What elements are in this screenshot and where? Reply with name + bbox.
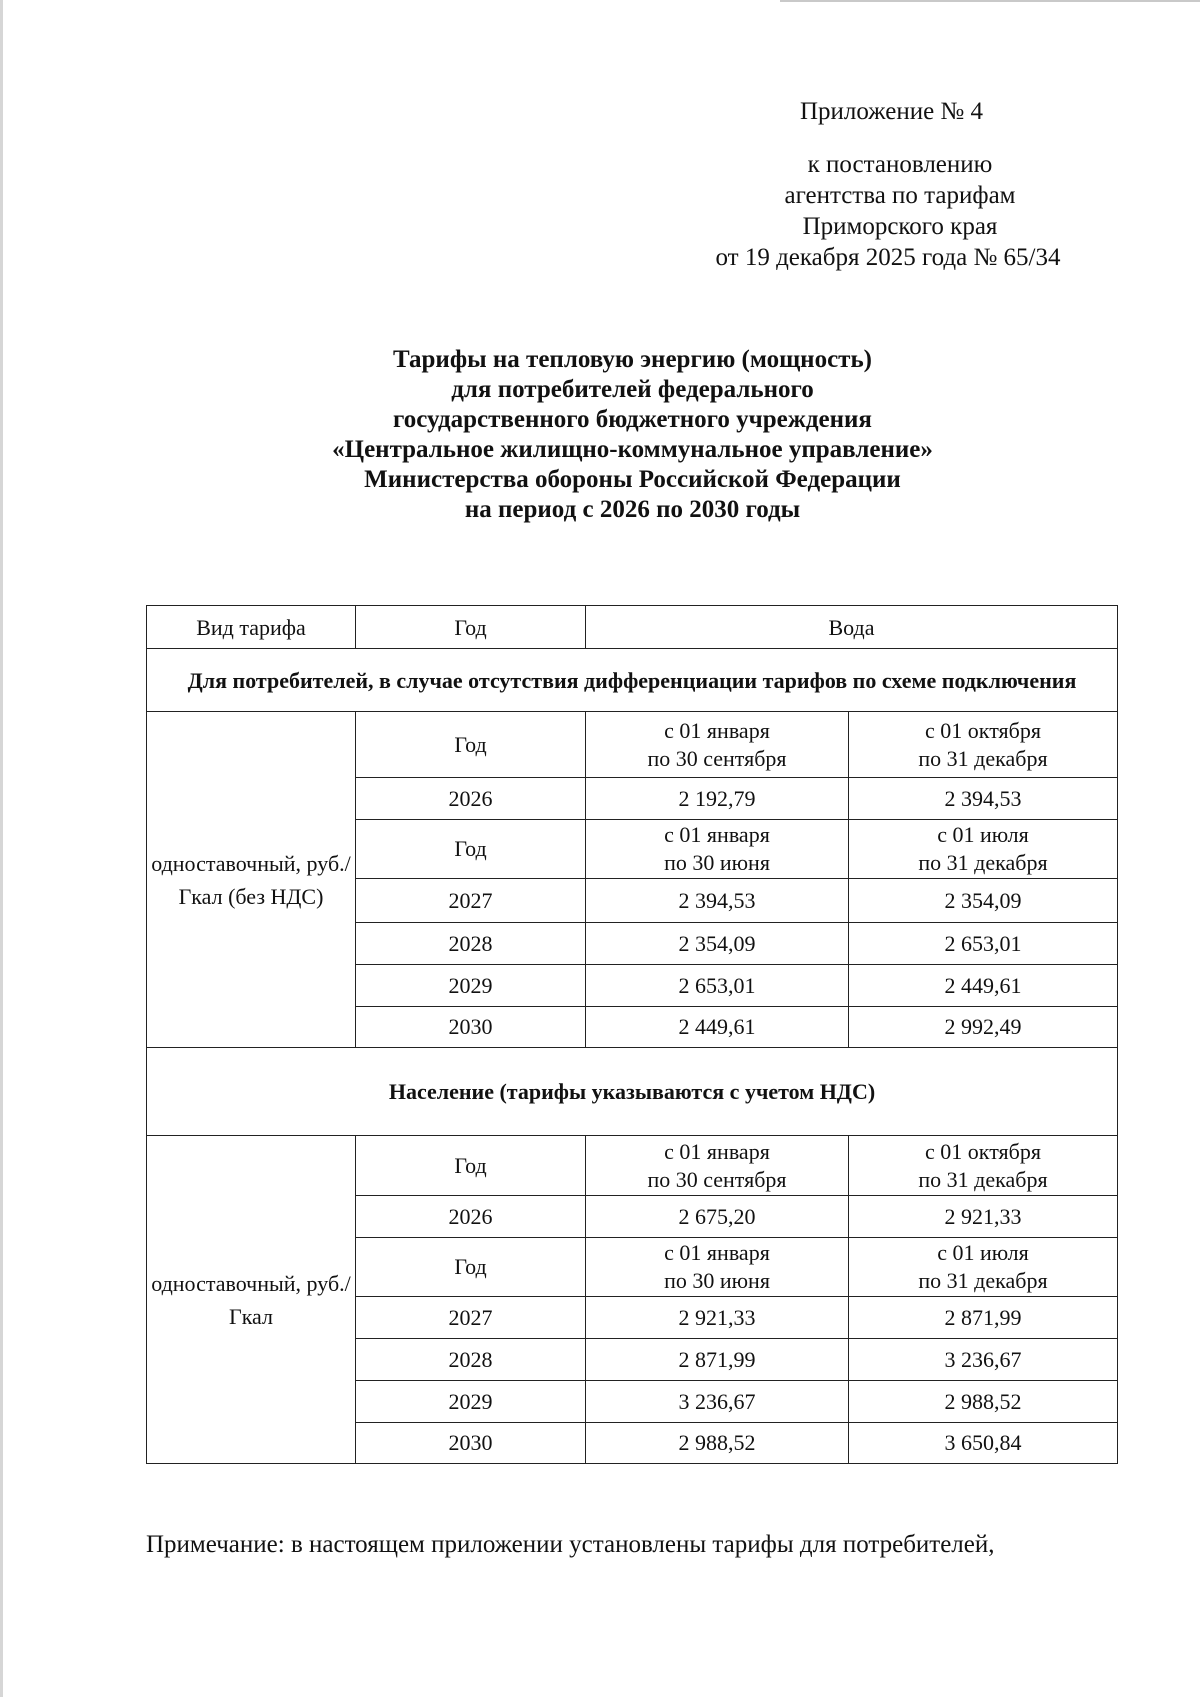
value-cell: с 01 января по 30 сентября: [586, 1136, 849, 1196]
year-cell: 2026: [356, 778, 586, 820]
value-cell: 2 449,61: [586, 1007, 849, 1048]
title-line: государственного бюджетного учреждения: [393, 406, 872, 433]
tariff-type-label: одноставочный, руб./Гкал (без НДС): [147, 712, 356, 1048]
header-water: Вода: [586, 606, 1118, 649]
tariff-type-label: одноставочный, руб./Гкал: [147, 1136, 356, 1464]
header-year: Год: [356, 606, 586, 649]
year-cell: 2030: [356, 1007, 586, 1048]
value-cell: 2 921,33: [849, 1196, 1118, 1238]
value-cell: 3 236,67: [849, 1339, 1118, 1381]
value-cell: с 01 января по 30 июня: [586, 1238, 849, 1297]
value-cell: с 01 января по 30 июня: [586, 820, 849, 879]
value-cell: 2 394,53: [586, 879, 849, 923]
table-header-row: [147, 606, 1118, 649]
value-cell: с 01 июля по 31 декабря: [849, 1238, 1118, 1297]
year-cell: 2027: [356, 1297, 586, 1339]
value-cell: 2 653,01: [849, 923, 1118, 965]
value-cell: с 01 октября по 31 декабря: [849, 712, 1118, 778]
value-cell: 2 354,09: [586, 923, 849, 965]
value-cell: с 01 января по 30 сентября: [586, 712, 849, 778]
document-title: [150, 345, 1115, 525]
value-cell: 2 992,49: [849, 1007, 1118, 1048]
table-row: [147, 712, 1118, 778]
section-title: Население (тарифы указываются с учетом НДС): [147, 1048, 1118, 1136]
value-cell: 2 871,99: [849, 1297, 1118, 1339]
tariff-table-body: [147, 606, 1118, 1464]
year-cell: 2029: [356, 965, 586, 1007]
value-cell: 3 650,84: [849, 1423, 1118, 1464]
appendix-line: Приморского края: [802, 213, 998, 240]
header-tariff-type: Вид тарифа: [147, 606, 356, 649]
year-cell: 2027: [356, 879, 586, 923]
value-cell: 2 394,53: [849, 778, 1118, 820]
appendix-line: от 19 декабря 2025 года № 65/34: [715, 244, 1061, 271]
appendix-line: к постановлению: [807, 151, 993, 178]
title-line: Министерства обороны Российской Федерации: [364, 466, 901, 493]
year-cell: Год: [356, 712, 586, 778]
value-cell: 2 354,09: [849, 879, 1118, 923]
value-cell: 2 192,79: [586, 778, 849, 820]
value-cell: с 01 июля по 31 декабря: [849, 820, 1118, 879]
appendix-number: Приложение № 4: [800, 98, 984, 125]
section-title: Для потребителей, в случае отсутствия дифференциации тарифов по схеме подключения: [147, 649, 1118, 712]
value-cell: 2 675,20: [586, 1196, 849, 1238]
appendix-block: [690, 96, 1140, 273]
table-row: [147, 1136, 1118, 1196]
title-line: Тарифы на тепловую энергию (мощность): [392, 346, 873, 373]
year-cell: Год: [356, 1136, 586, 1196]
title-line: на период с 2026 по 2030 годы: [464, 496, 801, 523]
year-cell: Год: [356, 1238, 586, 1297]
appendix-line: агентства по тарифам: [784, 182, 1016, 209]
value-cell: 2 988,52: [586, 1423, 849, 1464]
year-cell: 2030: [356, 1423, 586, 1464]
year-cell: Год: [356, 820, 586, 879]
year-cell: 2028: [356, 1339, 586, 1381]
value-cell: 3 236,67: [586, 1381, 849, 1423]
tariff-table: [146, 605, 1118, 1464]
value-cell: с 01 октября по 31 декабря: [849, 1136, 1118, 1196]
value-cell: 2 988,52: [849, 1381, 1118, 1423]
note-text: Примечание: в настоящем приложении установлены тарифы для потребителей,: [146, 1531, 995, 1558]
value-cell: 2 653,01: [586, 965, 849, 1007]
scan-edge-top: [780, 0, 1200, 2]
year-cell: 2029: [356, 1381, 586, 1423]
section-title-row: [147, 649, 1118, 712]
year-cell: 2028: [356, 923, 586, 965]
value-cell: 2 921,33: [586, 1297, 849, 1339]
title-line: «Центральное жилищно-коммунальное управление»: [332, 436, 933, 463]
title-line: для потребителей федерального: [451, 376, 814, 403]
year-cell: 2026: [356, 1196, 586, 1238]
value-cell: 2 449,61: [849, 965, 1118, 1007]
value-cell: 2 871,99: [586, 1339, 849, 1381]
scan-edge-left: [0, 0, 3, 1697]
section-title-row: [147, 1048, 1118, 1136]
